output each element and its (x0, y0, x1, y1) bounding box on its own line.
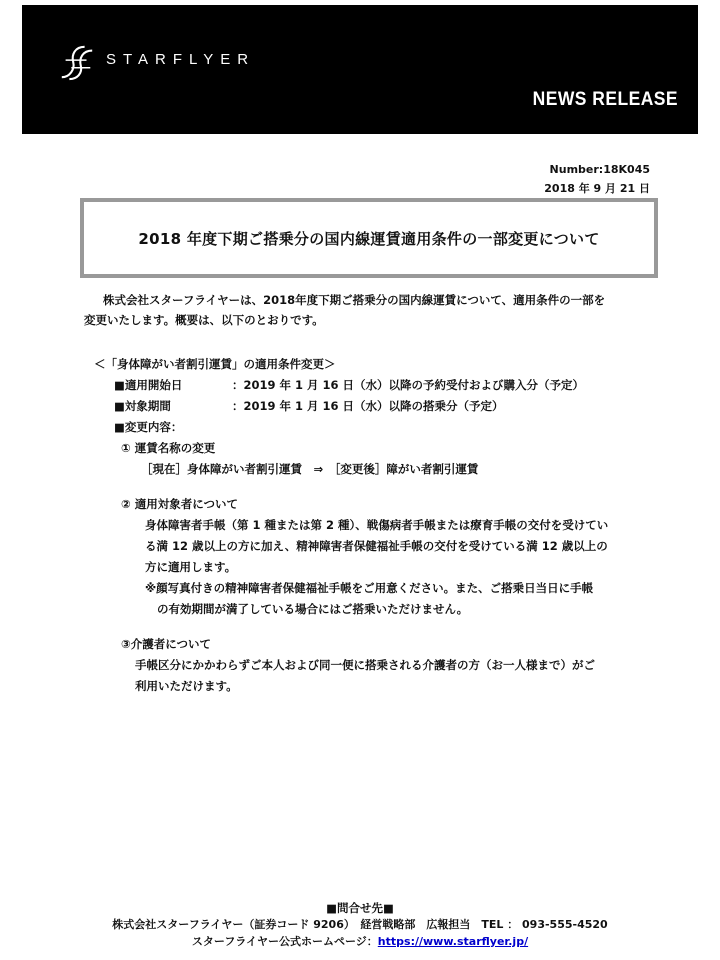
changes-label: ■変更内容： (114, 420, 183, 434)
brand-name: STARFLYER (106, 50, 256, 68)
homepage-link[interactable]: https://www.starflyer.jp/ (377, 935, 529, 948)
intro-line-1: 株式会社スターフライヤーは、2018年度下期ご搭乗分の国内線運賃について、適用条件の一部を (103, 293, 606, 307)
item-3-heading: ③介護者について (121, 637, 212, 651)
item-1-heading: ① 運賃名称の変更 (121, 441, 216, 455)
contact-heading: ■問合せ先■ (326, 901, 394, 915)
brand-logo (58, 43, 255, 81)
row-value-start-date: ：2019 年 1 月 16 日（水）以降の予約受付および購入分（予定） (232, 378, 585, 392)
homepage-line (0, 934, 720, 950)
row-label-period: ■対象期間 (114, 399, 171, 413)
item-2-line-2: る満 12 歳以上の方に加え、精神障害者保健福祉手帳の交付を受けている満 12 歳以上の (145, 539, 608, 553)
item-3-line-1: 手帳区分にかかわらずご本人および同一便に搭乗される介護者の方（お一人様まで）がご (135, 658, 595, 672)
starflyer-logo-icon (58, 43, 96, 81)
news-release-label: NEWS RELEASE (532, 89, 678, 110)
item-2-note-2: の有効期間が満了している場合にはご搭乗いただけません。 (157, 602, 469, 616)
item-2-heading: ② 適用対象者について (121, 497, 239, 511)
row-label-start-date: ■適用開始日 (114, 378, 183, 392)
item-1-line-1: ［現在］身体障がい者割引運賃 ⇒ ［変更後］障がい者割引運賃 (141, 462, 479, 476)
item-2-line-1: 身体障害者手帳（第 1 種または第 2 種）、戦傷病者手帳または療育手帳の交付を受けてい (145, 518, 609, 532)
page-title: 2018 年度下期ご搭乗分の国内線運賃適用条件の一部変更について (138, 229, 600, 248)
item-2-line-3: 方に適用します。 (145, 560, 237, 574)
section-heading: ＜「身体障がい者割引運賃」の適用条件変更＞ (94, 357, 336, 371)
title-box (80, 198, 658, 278)
contact-line: 株式会社スターフライヤー（証券コード 9206） 経営戦略部 広報担当 TEL ： 093-555-4520 (112, 918, 608, 931)
release-date: 2018 年 9 月 21 日 (544, 182, 650, 195)
header-banner (22, 5, 698, 134)
item-3-line-2: 利用いただけます。 (135, 679, 238, 693)
release-number: Number:18K045 (549, 163, 650, 176)
intro-line-2: 変更いたします。概要は、以下のとおりです。 (84, 313, 324, 327)
row-value-period: ：2019 年 1 月 16 日（水）以降の搭乗分（予定） (232, 399, 504, 413)
item-2-note-1: ※顔写真付きの精神障害者保健福祉手帳をご用意ください。また、ご搭乗日当日に手帳 (145, 581, 594, 595)
homepage-label: スターフライヤー公式ホームページ： (191, 935, 378, 948)
